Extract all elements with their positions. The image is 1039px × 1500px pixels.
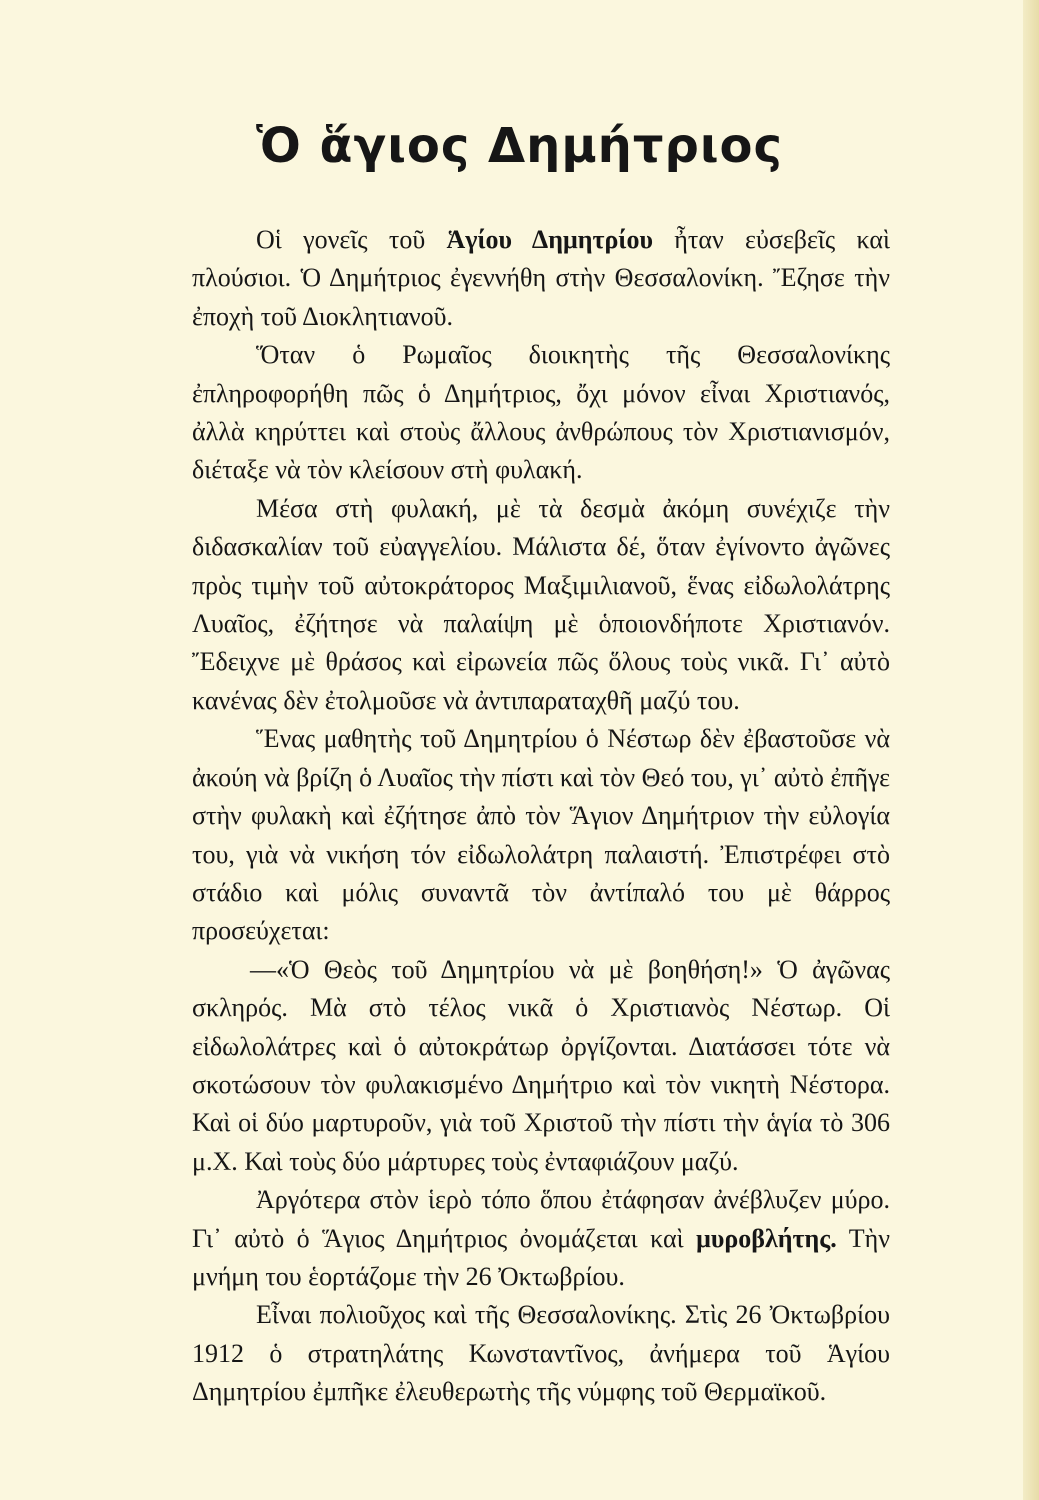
article-body bbox=[192, 221, 890, 1412]
page-title: Ὁ ἅγιος Δημήτριος bbox=[256, 118, 783, 174]
paragraph-6 bbox=[192, 1181, 890, 1296]
saint-name-bold: Ἁγίου Δημητρίου bbox=[446, 225, 653, 254]
paragraph-6-text-a: Ἀργότερα στὸν ἱερὸ τόπο ὅπου ἐτάφησαν ἀνέβλυζεν μύρο. Γι᾽ αὐτὸ ὁ Ἅγιος Δημήτριος ὀνομάζεται καὶ bbox=[192, 1185, 890, 1253]
paragraph-1 bbox=[192, 221, 890, 336]
paragraph-1-text-a: Οἱ γονεῖς τοῦ bbox=[256, 225, 447, 254]
paragraph-3: Μέσα στὴ φυλακή, μὲ τὰ δεσμὰ ἀκόμη συνέχιζε τὴν διδασκαλίαν τοῦ εὐαγγελίου. Μάλιστα δέ, ὅταν ἐγίνοντο ἀγῶνες πρὸς τιμὴν τοῦ αὐτοκράτορος Μαξιμιλιανοῦ, ἕνας εἰδωλολάτρης Λυαῖος, ἐζήτησε νὰ παλαίψη μὲ ὁποιονδήποτε Χριστιανόν. Ἔδειχνε μὲ θράσος καὶ εἰρωνεία πῶς ὅλους τοὺς νικᾶ. Γι᾽ αὐτὸ κανένας δὲν ἐτολμοῦσε νὰ ἀντιπαραταχθῆ μαζύ του. bbox=[192, 493, 890, 715]
page-edge bbox=[1023, 0, 1039, 1500]
paragraph-2: Ὅταν ὁ Ρωμαῖος διοικητὴς τῆς Θεσσαλονίκης ἐπληροφορήθη πῶς ὁ Δημήτριος, ὄχι μόνον εἶναι Χριστιανός, ἀλλὰ κηρύττει καὶ στοὺς ἄλλους ἀνθρώπους τὸν Χριστιανισμόν, διέταξε νὰ τὸν κλείσουν στὴ φυλακή. bbox=[192, 340, 890, 485]
paragraph-5: —«Ὁ Θεὸς τοῦ Δημητρίου νὰ μὲ βοηθήση!» Ὁ ἀγῶνας σκληρός. Μὰ στὸ τέλος νικᾶ ὁ Χριστιανὸς Νέστωρ. Οἱ εἰδωλολάτρες καὶ ὁ αὐτοκράτωρ ὀργίζονται. Διατάσσει τότε νὰ σκοτώσουν τὸν φυλακισμένο Δημήτριο καὶ τὸν νικητὴ Νέστορα. Καὶ οἱ δύο μαρτυροῦν, γιὰ τοῦ Χριστοῦ τὴν πίστι τὴν ἁγία τὸ 306 μ.Χ. Καὶ τοὺς δύο μάρτυρες τοὺς ἐνταφιάζουν μαζύ. bbox=[192, 954, 890, 1176]
paragraph-1-text-c: ἦταν εὐσεβεῖς καὶ πλούσιοι. Ὁ Δημήτριος ἐγεννήθη στὴν Θεσσαλονίκη. Ἔζησε τὴν ἐποχὴ τοῦ Διοκλητιανοῦ. bbox=[192, 225, 891, 331]
myrovlitis-bold: μυροβλήτης. bbox=[696, 1223, 837, 1253]
paragraph-6-text-c: Τὴν μνήμη του ἑορτάζομε τὴν 26 Ὀκτωβρίου. bbox=[192, 1223, 890, 1291]
paragraph-4: Ἕνας μαθητὴς τοῦ Δημητρίου ὁ Νέστωρ δὲν ἐβαστοῦσε νὰ ἀκούη νὰ βρίζη ὁ Λυαῖος τὴν πίστι καὶ τὸν Θεό του, γι᾽ αὐτὸ ἐπῆγε στὴν φυλακὴ καὶ ἐζήτησε ἀπὸ τὸν Ἅγιον Δημήτριον τὴν εὐλογία του, γιὰ νὰ νικήση τόν εἰδωλολάτρη παλαιστή. Ἐπιστρέφει στὸ στάδιο καὶ μόλις συναντᾶ τὸν ἀντίπαλό του μὲ θάρρος προσεύχεται: bbox=[192, 724, 890, 946]
paragraph-7: Εἶναι πολιοῦχος καὶ τῆς Θεσσαλονίκης. Στὶς 26 Ὀκτωβρίου 1912 ὁ στρατηλάτης Κωνσταντῖνος, ἀνήμερα τοῦ Ἁγίου Δημητρίου ἐμπῆκε ἐλευθερωτὴς τῆς νύμφης τοῦ Θερμαϊκοῦ. bbox=[192, 1300, 890, 1407]
